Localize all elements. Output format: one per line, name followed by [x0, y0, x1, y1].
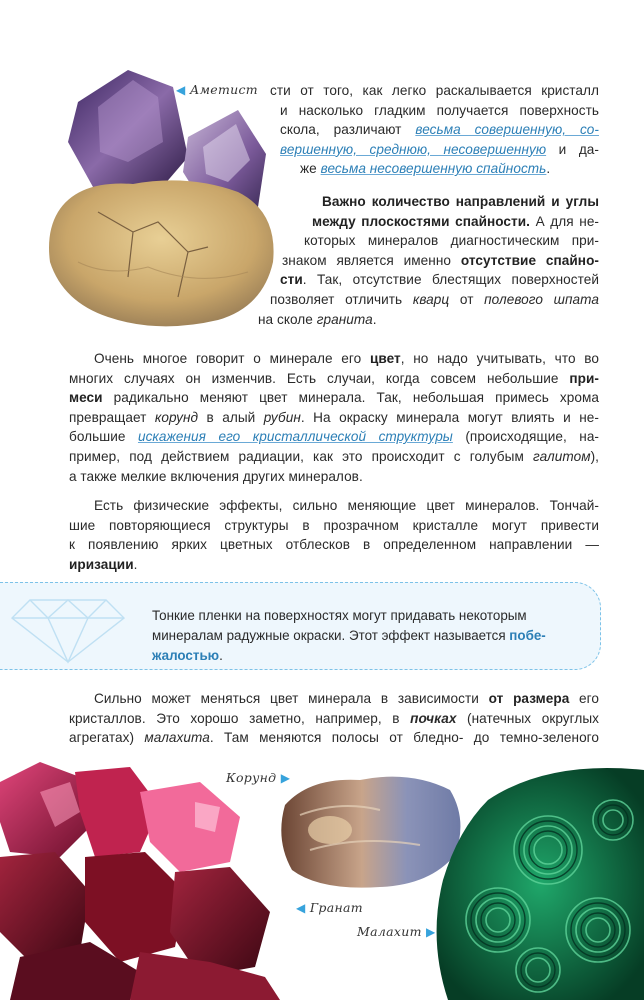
caption-corundum: Корунд ▶ [226, 770, 291, 785]
caption-malachite: Малахит ▶ [357, 924, 436, 939]
link-cleavage-medium[interactable]: вершенную, среднюю, несовершенную [280, 141, 547, 157]
link-cleavage-imperfect[interactable]: весьма несовершенную спайность [320, 161, 547, 177]
malachite-image [428, 760, 644, 1000]
triangle-left-icon: ◀ [176, 83, 186, 97]
amethyst-image [38, 62, 288, 337]
paragraph-cleavage-directions: Важно количество направлений и углы между плоскостями спайности. А для не- которых минералов диагностическим при- знаком является именно отсутствие спайно- сти. Так, отсутствие блестящих поверхностей позволяет отличить кварц от полевого шпата на сколе гранита. [258, 194, 600, 327]
paragraph-color: Очень многое говорит о минерале его цвет, но надо учитывать, что во многих случаях он изменчив. Есть случаи, когда совсем небольшие при- меси радикально меняют цвет минерала. Так, небольшая примесь хрома превращает корунд в алый рубин. На окраску минерала могут влиять и не- большие искажения его кристаллической структуры (происходящие, на- пример, под действием радиации, как это происходит с голубым галитом), а также мелкие включения других минералов. [69, 351, 600, 484]
garnet-image [0, 762, 285, 1000]
triangle-right-icon: ▶ [280, 771, 291, 785]
info-box-text: Тонкие пленки на поверхностях могут придавать некоторым минералам радужные окраски. Этот эффект называется побе- жалостью. [152, 608, 546, 663]
triangle-left-icon: ◀ [296, 901, 306, 915]
paragraph-iridescence: Есть физические эффекты, сильно меняющие цвет минералов. Тончай- шие повторяющиеся структуры в прозрачном кристалле могут привести к появлению ярких цветных отблесков в определенном направлении — иризации. [69, 498, 599, 572]
caption-amethyst: ◀ Аметист [176, 82, 258, 97]
triangle-right-icon: ▶ [426, 925, 436, 939]
diamond-icon [8, 592, 128, 664]
caption-garnet: ◀ Гранат [296, 900, 363, 915]
link-crystal-distortion[interactable]: искажения его кристаллической структуры [137, 429, 453, 445]
paragraph-cleavage: сти от того, как легко раскалывается кристалл и насколько гладким получается поверхность скола, различают весьма совершенную, со- вершенную, среднюю, несовершенную и да- же весьма несовершенную спайность. [270, 83, 599, 177]
paragraph-size: Сильно может меняться цвет минерала в зависимости от размера его кристаллов. Это хорошо заметно, например, в почках (натечных округлых агрегатах) малахита. Там меняются полосы от бледно- до темно-зеленого [69, 691, 599, 746]
link-cleavage-perfect[interactable]: весьма совершенную, со- [415, 122, 599, 138]
